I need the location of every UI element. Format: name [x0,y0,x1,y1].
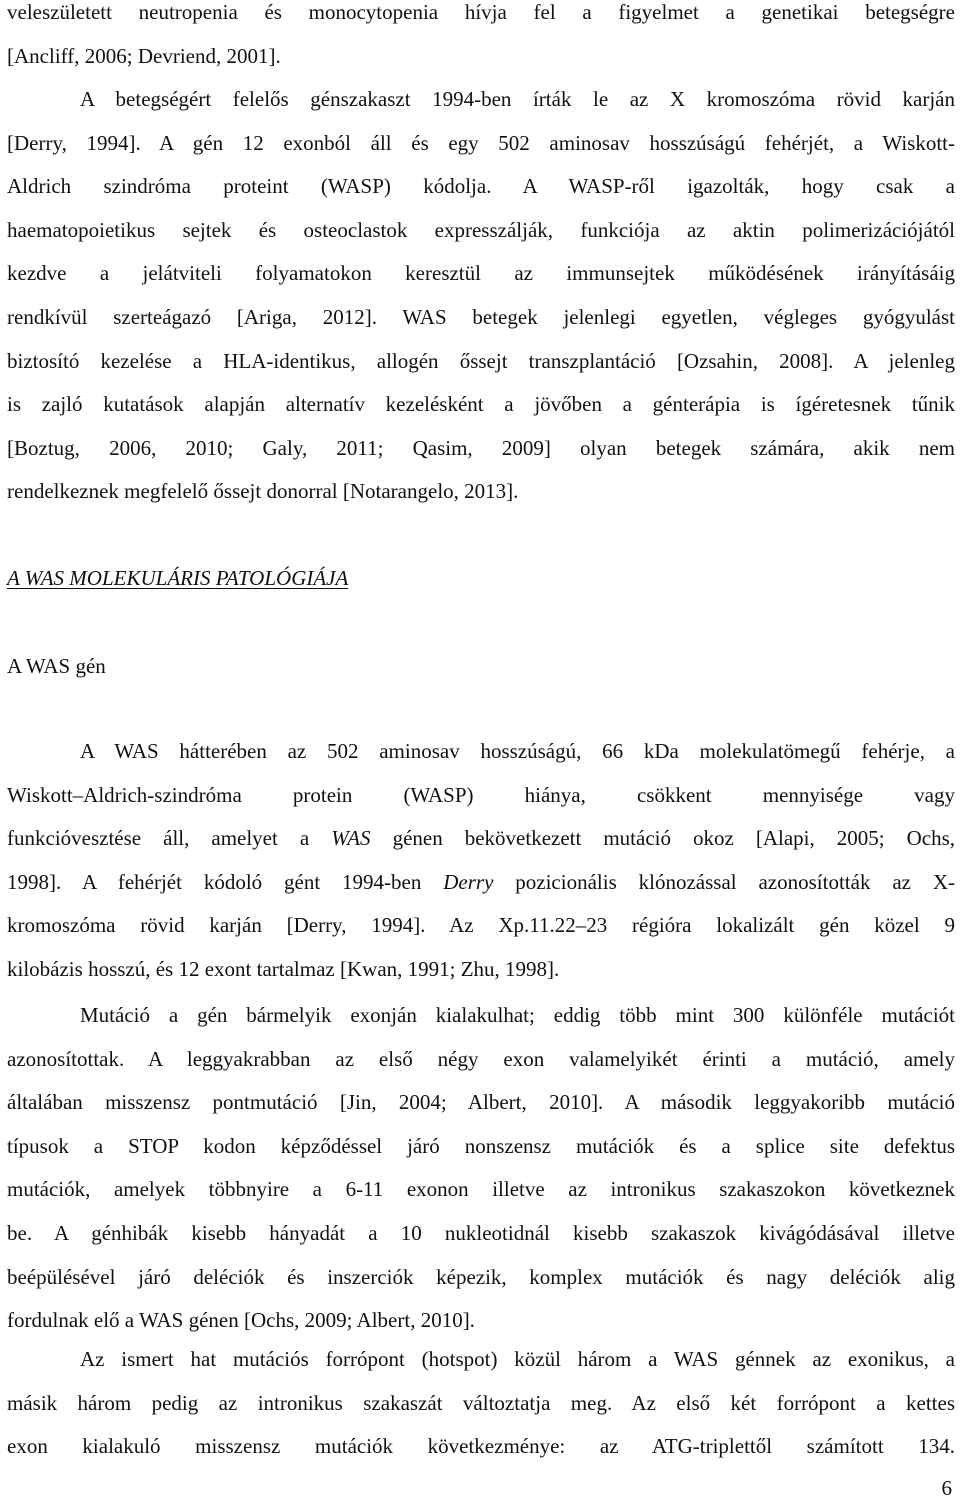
text-line: általában misszensz pontmutáció [Jin, 2004; Albert, 2010]. A második leggyakoribb mutáció [7,1090,955,1115]
text-line: Wiskott–Aldrich-szindróma protein (WASP) hiánya, csökkent mennyisége vagy [7,782,955,807]
text-line: veleszületett neutropenia és monocytopenia hívja fel a figyelmet a genetikai betegségre [7,0,955,24]
italic-term: WAS [331,826,371,851]
paragraph-5 [7,1338,955,1469]
text-line: is zajló kutatások alapján alternatív kezelésként a jövőben a génterápia is ígéretesnek tűnik [7,392,955,417]
text-line: rendelkeznek megfelelő őssejt donorral [Notarangelo, 2013]. [7,479,519,504]
page-number: 6 [941,1476,952,1500]
subheading [7,652,106,680]
section-heading [7,564,348,592]
text-line: exon kialakuló misszensz mutációk következménye: az ATG-triplettől számított 134. [7,1434,955,1459]
text-line: haematopoietikus sejtek és osteoclastok expresszálják, funkciója az aktin polimerizációjától [7,217,955,242]
text-line: A betegségért felelős génszakaszt 1994-ben írták le az X kromoszóma rövid karján [80,87,955,111]
text-line: kilobázis hosszú, és 12 exont tartalmaz [Kwan, 1991; Zhu, 1998]. [7,956,560,981]
text-line: [Ancliff, 2006; Devriend, 2001]. [7,43,281,68]
text-line: be. A génhibák kisebb hányadát a 10 nukleotidnál kisebb szakaszok kivágódásával illetve [7,1220,955,1245]
text-line: rendkívül szerteágazó [Ariga, 2012]. WAS betegek jelenlegi egyetlen, végleges gyógyulást [7,304,955,329]
text-line: kezdve a jelátviteli folyamatokon keresztül az immunsejtek működésének irányításáig [7,261,955,286]
text-line: kromoszóma rövid karján [Derry, 1994]. Az Xp.11.22–23 régióra lokalizált gén közel 9 [7,913,955,938]
text-line: [Boztug, 2006, 2010; Galy, 2011; Qasim, 2009] olyan betegek számára, akik nem [7,435,955,460]
italic-term: Derry [443,869,494,894]
text-line: A WAS hátterében az 502 aminosav hosszúságú, 66 kDa molekulatömegű fehérje, a [80,739,955,763]
text-line: Aldrich szindróma proteint (WASP) kódolja. A WASP-ről igazolták, hogy csak a [7,174,955,199]
paragraph-4 [7,994,955,1343]
text-line: másik három pedig az intronikus szakaszát változtatja meg. Az első két forrópont a kettes [7,1390,955,1415]
paragraph-2 [7,78,955,514]
text-line: Az ismert hat mutációs forrópont (hotspot) közül három a WAS génnek az exonikus, a [80,1347,955,1371]
text-line: biztosító kezelése a HLA-identikus, allogén őssejt transzplantáció [Ozsahin, 2008]. A jelenleg [7,348,955,373]
text-line: [Derry, 1994]. A gén 12 exonból áll és egy 502 aminosav hosszúságú fehérjét, a Wiskott- [7,130,955,155]
text-line: beépülésével járó deléciók és inszerciók képezik, komplex mutációk és nagy deléciók alig [7,1264,955,1289]
text-line: funkcióvesztése áll, amelyet a WAS génen bekövetkezett mutáció okoz [Alapi, 2005; Ochs, [7,826,956,851]
text-line: Mutáció a gén bármelyik exonján kialakulhat; eddig több mint 300 különféle mutációt [80,1003,955,1027]
text-line: mutációk, amelyek többnyire a 6-11 exonon illetve az intronikus szakaszokon következnek [7,1177,955,1202]
subheading-text: A WAS gén [7,654,106,678]
text-line: 1998]. A fehérjét kódoló gént 1994-ben Derry pozicionális klónozással azonosították az X- [7,869,955,894]
paragraph-3 [7,730,955,992]
section-heading-text: A WAS MOLEKULÁRIS PATOLÓGIÁJA [7,566,349,590]
text-line: azonosítottak. A leggyakrabban az első négy exon valamelyikét érinti a mutáció, amely [7,1046,955,1071]
text-line: típusok a STOP kodon képződéssel járó nonszensz mutációk és a splice site defektus [7,1133,955,1158]
text-line: fordulnak elő a WAS génen [Ochs, 2009; Albert, 2010]. [7,1308,475,1333]
paragraph-1 [7,0,955,78]
